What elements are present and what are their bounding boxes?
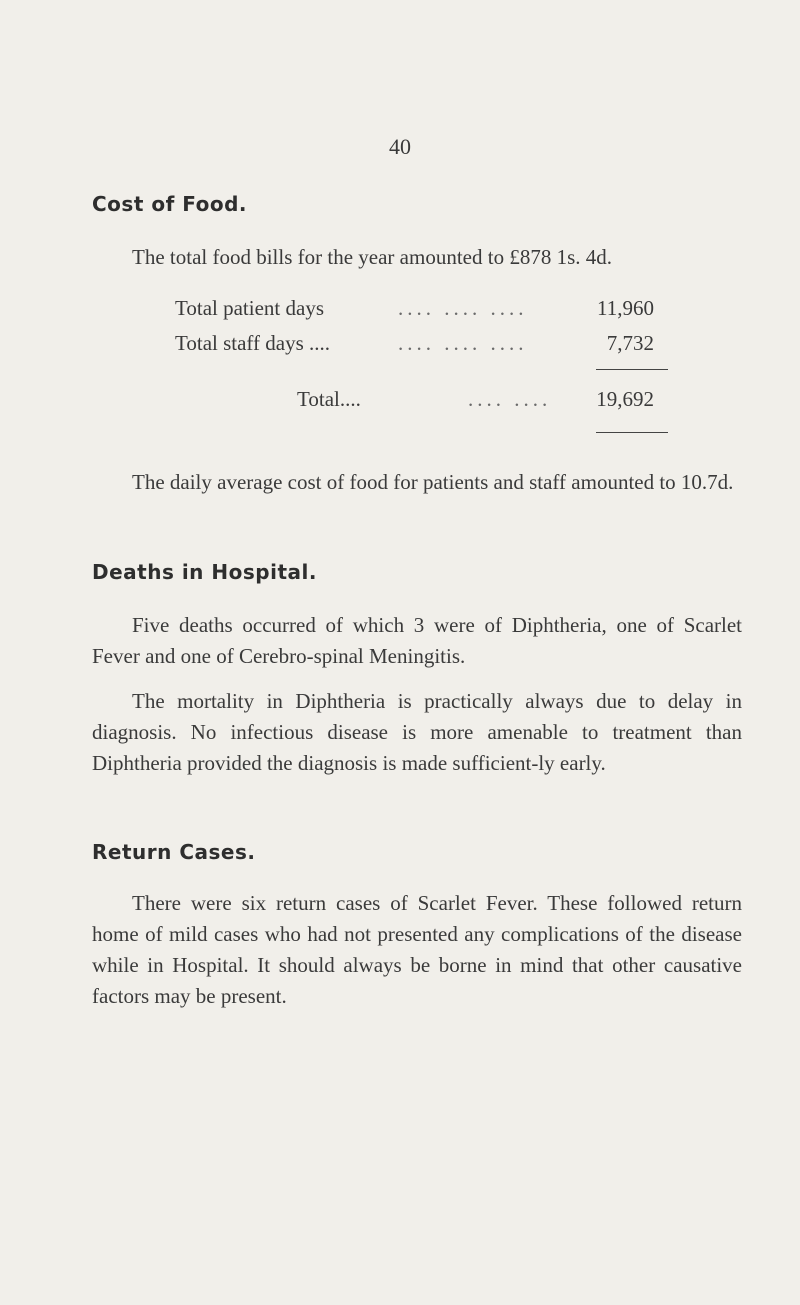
row-leader: .... .... ....: [398, 331, 528, 355]
total-leader: .... ....: [468, 387, 552, 411]
row-leader: .... .... ....: [398, 296, 528, 320]
sum-rule-bottom: [596, 432, 668, 433]
row-value: 11,960: [597, 296, 654, 320]
deaths-paragraph-2: The mortality in Diphtheria is practically always due to delay in diagnosis. No infectious disease is more amenable to treatment than Diphtheria provided the diagnosis is made sufficient-ly early.: [92, 689, 742, 775]
row-label: Total staff days ....: [175, 331, 331, 355]
deaths-heading: Deaths in Hospital.: [92, 560, 317, 584]
return-cases-paragraph: There were six return cases of Scarlet Fever. These followed return home of mild cases who had not presented any complications of the disease while in Hospital. It should always be borne in mind that other causative factors may be present.: [92, 891, 742, 1008]
total-label: Total....: [297, 387, 361, 411]
return-cases-heading: Return Cases.: [92, 840, 256, 864]
page-number: 40: [389, 134, 411, 159]
total-value: 19,692: [596, 387, 654, 411]
deaths-paragraph-1: Five deaths occurred of which 3 were of Diphtheria, one of Scarlet Fever and one of Cerebro-spinal Meningitis.: [92, 613, 742, 668]
sum-rule-top: [596, 369, 668, 370]
food-bills-intro: The total food bills for the year amounted to £878 1s. 4d.: [132, 245, 612, 269]
daily-average-paragraph: The daily average cost of food for patients and staff amounted to 10.7d.: [132, 470, 734, 494]
row-value: 7,732: [606, 331, 654, 355]
row-label: Total patient days: [175, 296, 324, 320]
cost-of-food-heading: Cost of Food.: [92, 192, 247, 216]
